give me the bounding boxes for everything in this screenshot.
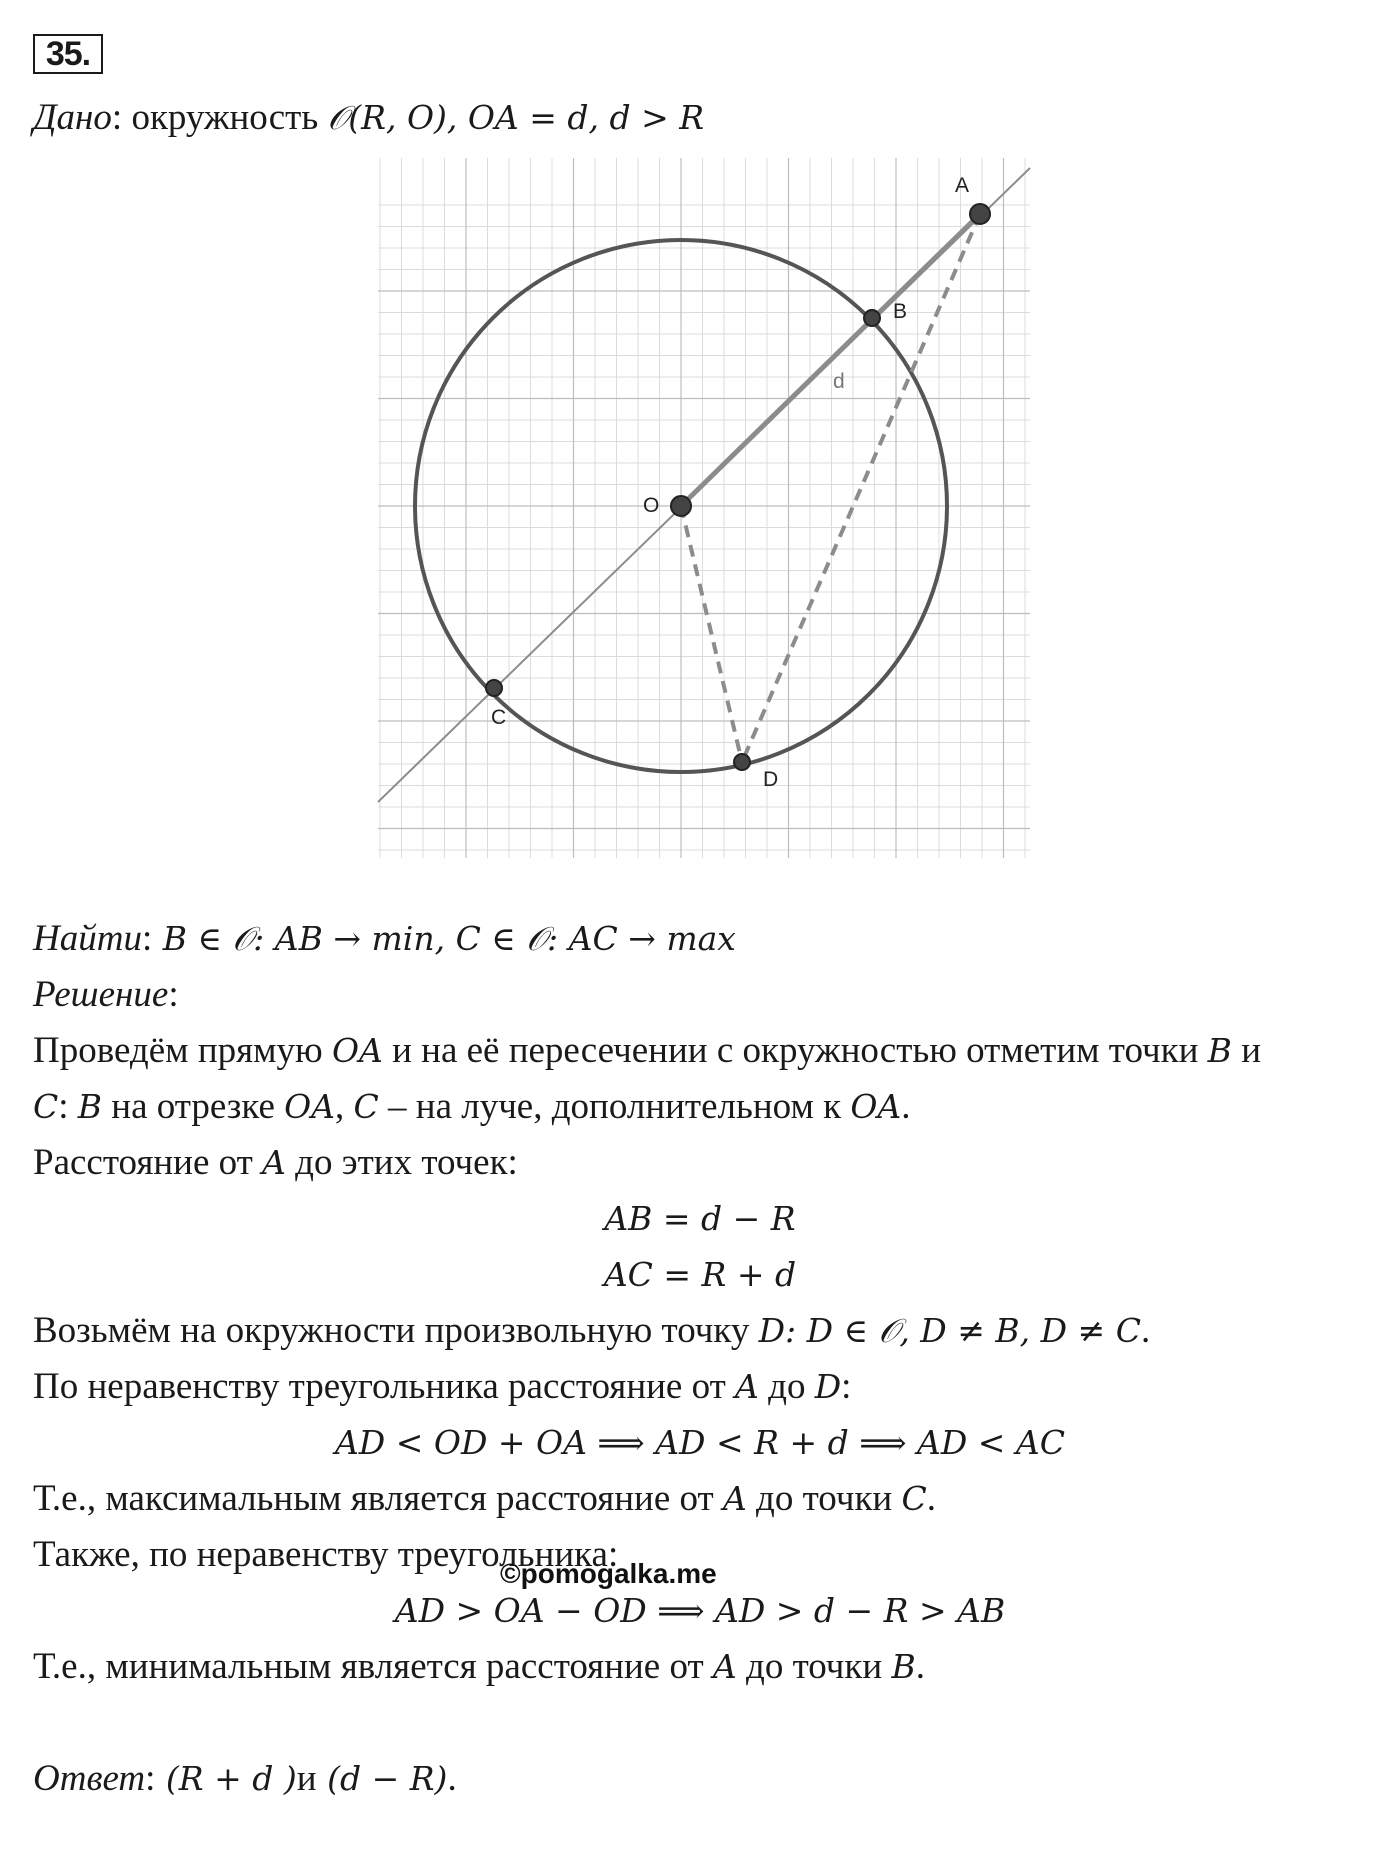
text: : (841, 1366, 852, 1407)
text: до точки (736, 1646, 892, 1687)
solution-sep: : (168, 974, 179, 1015)
solution-line-6 (33, 1477, 936, 1520)
text: до этих точек: (285, 1142, 518, 1183)
solution-line-3 (33, 1141, 518, 1184)
label-d-length: d (833, 370, 845, 393)
label-a: A (955, 174, 970, 197)
point-b (864, 310, 880, 326)
equation-ab (0, 1197, 1400, 1240)
answer-end: . (447, 1758, 457, 1799)
text: Расстояние от (33, 1142, 263, 1183)
equation-triangle-1 (0, 1421, 1400, 1464)
math: AD < OD + OA ⟹ AD < R + d ⟹ AD < AC (334, 1423, 1066, 1462)
answer-math-1: (R + d ) (155, 1759, 297, 1798)
math: A (262, 1143, 286, 1182)
math: C (353, 1087, 379, 1126)
equation-ac (0, 1253, 1400, 1296)
math: OA (284, 1087, 336, 1126)
watermark: ©pomogalka.me (500, 1558, 717, 1589)
text: , (335, 1086, 354, 1127)
text: и (1231, 1030, 1261, 1071)
text: По неравенству треугольника расстояние от (33, 1366, 736, 1407)
geometry-figure (375, 148, 1035, 868)
given-text: окружность (122, 97, 328, 138)
solution-heading (33, 973, 179, 1016)
math: D: D ∈ 𝒪, D ≠ B, D ≠ C (758, 1311, 1141, 1350)
answer-conj: и (296, 1758, 317, 1799)
point-a (970, 204, 990, 224)
text: до точки (746, 1478, 902, 1519)
given-math: 𝒪(R, O), OA = d, d > R (327, 98, 705, 137)
text: Проведём прямую (33, 1030, 332, 1071)
math: C (901, 1479, 927, 1518)
find-line (33, 917, 736, 960)
solution-line-4 (33, 1309, 1150, 1352)
math: B (891, 1647, 916, 1686)
math: C (33, 1087, 59, 1126)
equation-triangle-2 (0, 1589, 1400, 1632)
math: B (77, 1087, 103, 1126)
math: A (712, 1647, 737, 1686)
text: Также, по неравенству треугольника: (33, 1534, 619, 1575)
find-math: B ∈ 𝒪: AB → min, C ∈ 𝒪: AC → max (152, 919, 736, 958)
answer-sep: : (145, 1758, 156, 1799)
label-o: O (643, 494, 660, 517)
label-d: D (763, 768, 779, 791)
math: AC = R + d (603, 1255, 797, 1294)
solution-line-8 (33, 1645, 925, 1688)
math: D (814, 1367, 842, 1406)
point-o (671, 496, 691, 516)
text: и на её пересечении с окружностью отметим точки (382, 1030, 1208, 1071)
answer-label: Ответ (33, 1758, 146, 1799)
text: Возьмём на окружности произвольную точку (33, 1310, 759, 1351)
math: A (722, 1479, 747, 1518)
math: OA (850, 1087, 902, 1126)
text: Т.е., максимальным является расстояние от (33, 1478, 723, 1519)
math: OA (331, 1031, 383, 1070)
label-c: C (491, 706, 507, 729)
text: Т.е., минимальным является расстояние от (33, 1646, 713, 1687)
point-c (486, 680, 502, 696)
find-label: Найти (33, 918, 142, 959)
solution-label: Решение (33, 974, 169, 1015)
math: AB = d − R (604, 1199, 796, 1238)
text: . (1140, 1310, 1151, 1351)
solution-line-5 (33, 1365, 851, 1408)
text: : (58, 1086, 78, 1127)
segment-oa (681, 214, 980, 506)
math: AD > OA − OD ⟹ AD > d − R > AB (394, 1591, 1006, 1630)
problem-number: 35. (33, 34, 103, 74)
text: до (758, 1366, 815, 1407)
solution-line-2 (33, 1085, 911, 1128)
math: B (1207, 1031, 1232, 1070)
given-label: Дано (33, 97, 112, 138)
point-d (734, 754, 750, 770)
solution-line-1 (33, 1029, 1261, 1072)
text: на отрезке (102, 1086, 285, 1127)
given-line (33, 96, 704, 139)
text: . (926, 1478, 936, 1519)
label-b: B (893, 300, 908, 323)
segment-ad (742, 214, 980, 762)
find-sep: : (141, 918, 153, 959)
text: – на луче, дополнительном к (378, 1086, 851, 1127)
text: . (901, 1086, 911, 1127)
answer-line (33, 1757, 457, 1800)
segment-od (681, 506, 742, 762)
answer-math-2: (d − R) (316, 1759, 448, 1798)
given-sep: : (111, 97, 123, 138)
text: . (915, 1646, 925, 1687)
math: A (735, 1367, 759, 1406)
